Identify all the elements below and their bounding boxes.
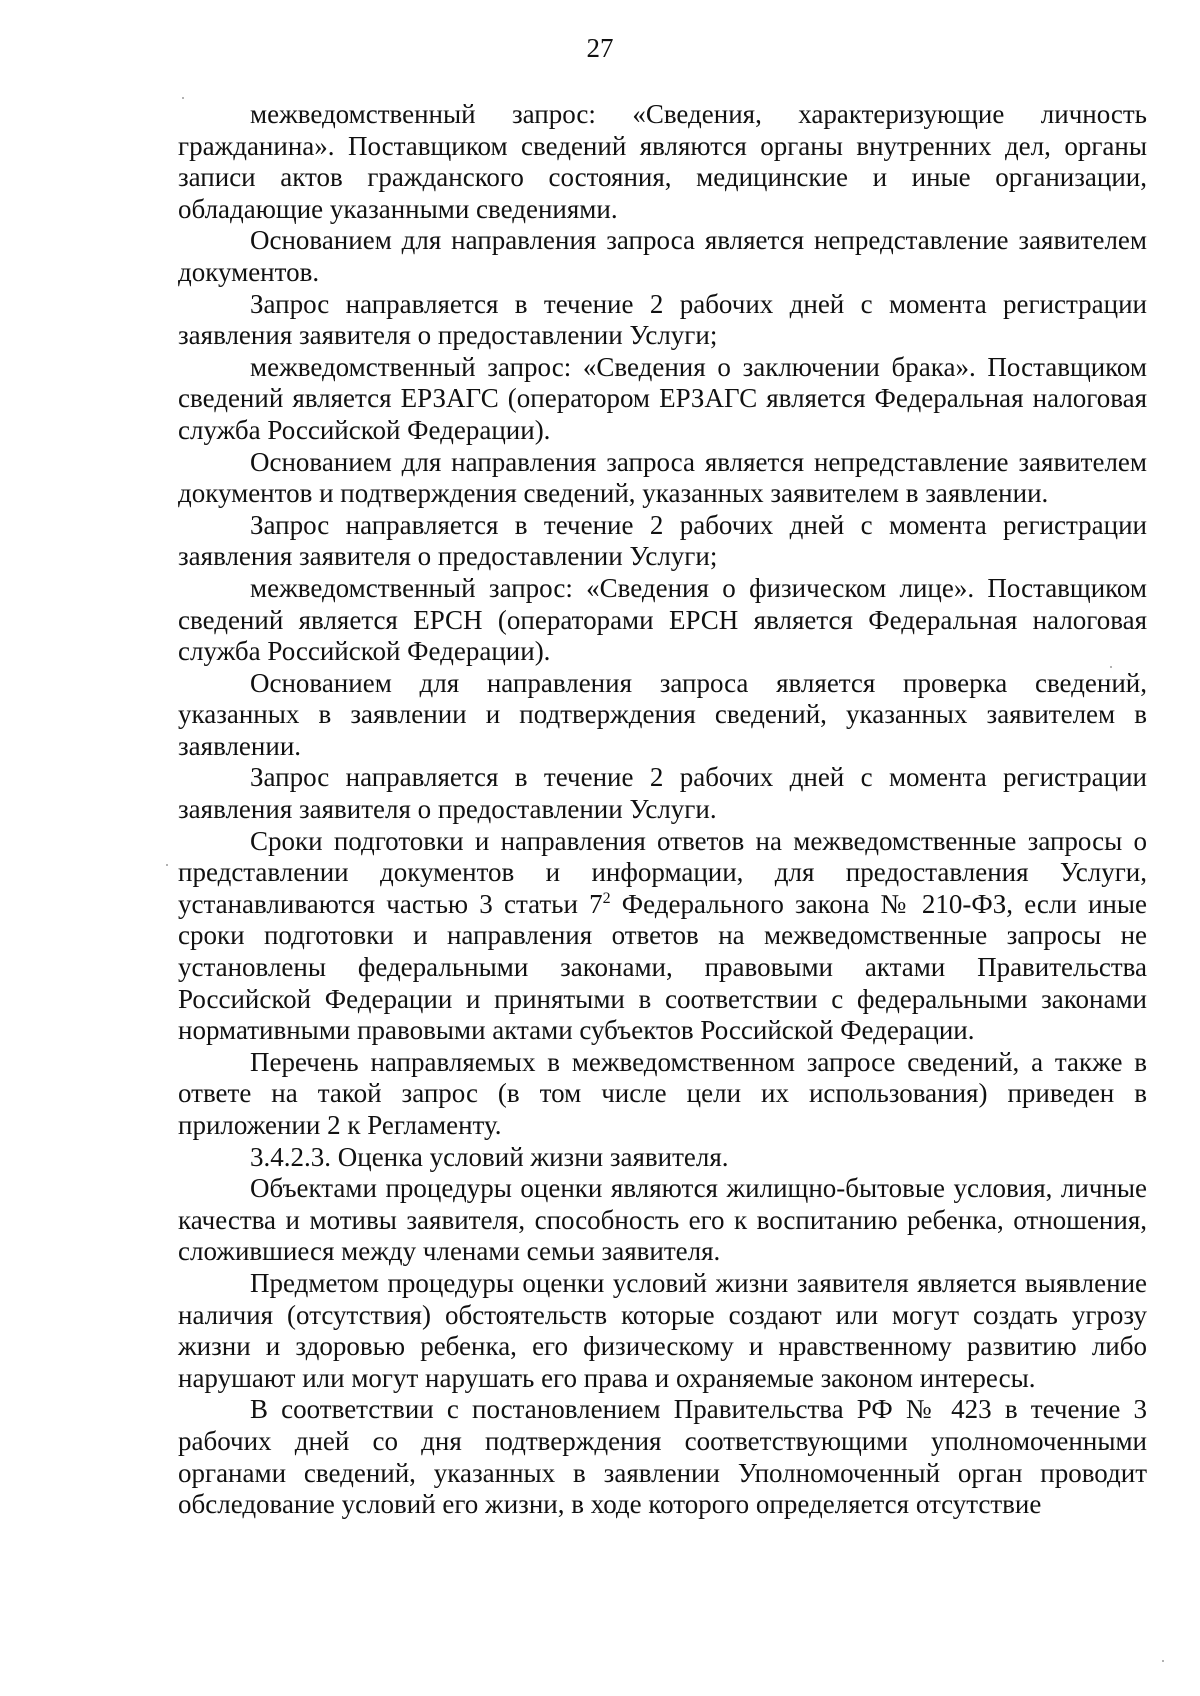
document-body [178, 99, 1147, 1521]
section-heading-3-4-2-3: 3.4.2.3. Оценка условий жизни заявителя. [250, 1141, 729, 1172]
page-number: 27 [586, 33, 614, 63]
article-superscript: 2 [602, 889, 611, 907]
paragraph-request-marriage: межведомственный запрос: «Сведения о заключении брака». Поставщиком сведений является ЕРЗАГС (оператором ЕРЗАГС является Федеральная налоговая служба Российской Федерации). [178, 351, 1147, 445]
paragraph-request-individual: межведомственный запрос: «Сведения о физическом лице». Поставщиком сведений является ЕРСН (операторами ЕРСН является Федеральная налоговая служба Российской Федерации). [178, 572, 1147, 667]
paragraph-assessment-objects: Объектами процедуры оценки являются жилищно-бытовые условия, личные качества и мотивы заявителя, способность его к воспитанию ребенка, отношения, сложившиеся между членами семьи заявителя. [178, 1173, 1147, 1267]
paragraph-deadline-3: Запрос направляется в течение 2 рабочих дней с момента регистрации заявления заявителя о предоставлении Услуги. [178, 762, 1147, 825]
paragraph-basis-1: Основанием для направления запроса является непредставление заявителем документов. [178, 225, 1147, 287]
paragraph-basis-2: Основанием для направления запроса является непредставление заявителем документов и подтверждения сведений, указанных заявителем в заявлении. [178, 446, 1147, 509]
paragraph-response-deadlines [178, 826, 1147, 1047]
paragraph-request-personal-info: межведомственный запрос: «Сведения, характеризующие личность гражданина». Поставщиком сведений являются органы внутренних дел, органы записи актов гражданского состояния, медицинские и иные организации, обладающие указанными сведениями. [178, 99, 1147, 224]
paragraph-basis-3: Основанием для направления запроса является проверка сведений, указанных в заявлении и подтверждения сведений, указанных заявителем в заявлении. [178, 667, 1147, 761]
paragraph-deadline-1: Запрос направляется в течение 2 рабочих дней с момента регистрации заявления заявителя о предоставлении Услуги; [178, 288, 1147, 351]
paragraph-appendix-reference: Перечень направляемых в межведомственном запросе сведений, а также в ответе на такой запрос (в том числе цели их использования) приведен в приложении 2 к Регламенту. [178, 1046, 1147, 1140]
scan-speck [166, 864, 168, 866]
response-deadlines-text-end: Федерального закона № 210-ФЗ, если иные сроки подготовки и направления ответов на межведомственные запросы не установлены федеральными законами, правовыми актами Правительства Российской Федерации и принятыми в соответствии с федеральными законами нормативными правовыми актами субъектов Российской Федерации. [178, 888, 1147, 1046]
paragraph-assessment-subject: Предметом процедуры оценки условий жизни заявителя является выявление наличия (отсутствия) обстоятельств которые создают или могут создать угрозу жизни и здоровью ребенка, его физическому и нравственному развитию либо нарушают или могут нарушать его права и охраняемые законом интересы. [178, 1267, 1147, 1393]
scan-speck [182, 97, 184, 99]
scan-speck [1110, 666, 1112, 668]
scan-speck [1162, 1660, 1164, 1662]
paragraph-government-decree: В соответствии с постановлением Правительства РФ № 423 в течение 3 рабочих дней со дня подтверждения соответствующими уполномоченными органами сведений, указанных в заявлении Уполномоченный орган проводит обследование условий его жизни, в ходе которого определяется отсутствие [178, 1394, 1147, 1520]
paragraph-deadline-2: Запрос направляется в течение 2 рабочих дней с момента регистрации заявления заявителя о предоставлении Услуги; [178, 509, 1147, 572]
response-deadlines-text-start: Сроки подготовки и направления ответов на межведомственные запросы о представлении документов и информации, для предоставления Услуги, устанавливаются частью 3 статьи 7 [178, 825, 1147, 919]
